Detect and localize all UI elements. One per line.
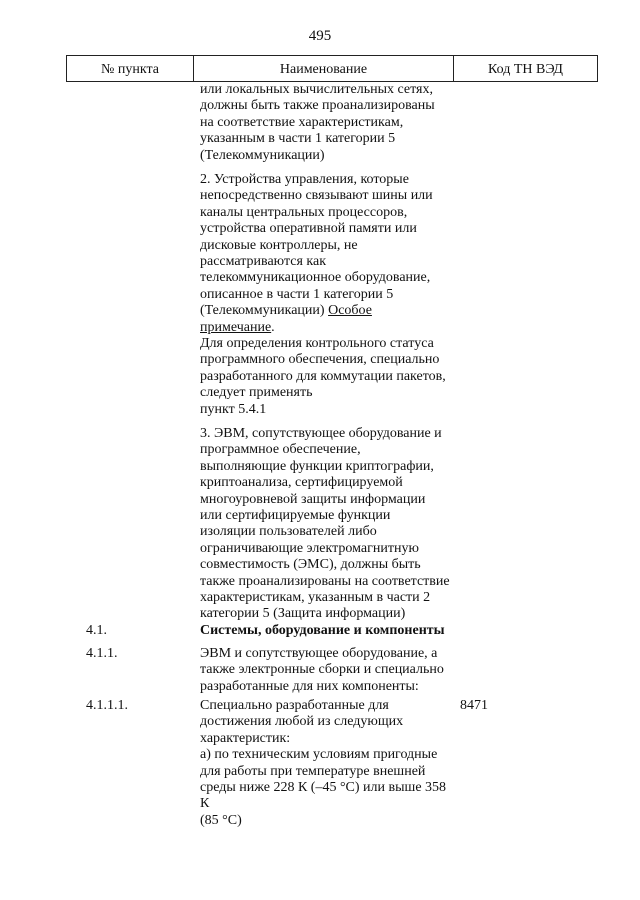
- text-line: совместимость (ЭМС), должны быть: [200, 557, 421, 573]
- note-2: [200, 172, 458, 418]
- text-line: Для определения контрольного статуса: [200, 336, 434, 352]
- text-line: дисковые контроллеры, не: [200, 237, 358, 253]
- text-line: криптоанализа, сертифицируемой: [200, 475, 403, 491]
- text-line: рассматриваются как: [200, 254, 326, 270]
- text-line: или сертифицируемые функции: [200, 508, 391, 524]
- text-line: разработанные для них компоненты:: [200, 678, 419, 694]
- text-fragment: (Телекоммуникации): [200, 303, 329, 319]
- section-title-4-1: Системы, оборудование и компоненты: [200, 623, 445, 638]
- text-line: выполняющие функции криптографии,: [200, 458, 434, 474]
- column-header-code: Код ТН ВЭД: [488, 62, 563, 77]
- column-header-number: № пункта: [101, 62, 159, 77]
- text-line: ограничивающие электромагнитную: [200, 540, 419, 556]
- item-number-4-1-1: 4.1.1.: [86, 646, 118, 661]
- column-header-name: Наименование: [279, 62, 368, 77]
- text-line: также проанализированы на соответствие: [200, 573, 450, 589]
- item-number-4-1: 4.1.: [86, 623, 107, 638]
- text-line: (Телекоммуникации): [200, 147, 325, 163]
- text-line: достижения любой из следующих: [200, 714, 404, 730]
- text-line: должны быть также проанализированы: [200, 98, 435, 114]
- text-line: [200, 303, 458, 319]
- text-line: описанное в части 1 категории 5: [200, 286, 394, 302]
- text-line: а) по техническим условиям пригодные: [200, 747, 438, 763]
- text-line: характеристикам, указанным в части 2: [200, 590, 431, 606]
- text-line: (85 °С): [200, 812, 242, 828]
- text-line: [200, 320, 458, 336]
- text-line: каналы центральных процессоров,: [200, 204, 408, 220]
- item-text-4-1-1: [200, 646, 458, 695]
- text-fragment: .: [271, 319, 275, 335]
- text-line: разработанного для коммутации пакетов,: [200, 368, 446, 384]
- text-line: или локальных вычислительных сетях,: [200, 82, 433, 97]
- text-line: программное обеспечение,: [200, 442, 361, 458]
- note-continuation: [200, 82, 458, 164]
- text-line: многоуровневой защиты информации: [200, 491, 426, 507]
- text-line: Специально разработанные для: [200, 698, 389, 713]
- text-line: среды ниже 228 К (–45 °С) или выше 358: [200, 780, 447, 796]
- text-line: телекоммуникационное оборудование,: [200, 270, 431, 286]
- text-line: устройства оперативной памяти или: [200, 221, 417, 237]
- page-number: 495: [308, 28, 332, 44]
- special-note-link[interactable]: Особое: [328, 303, 372, 319]
- tn-ved-code: 8471: [460, 698, 488, 713]
- note-3: [200, 426, 458, 623]
- text-line: для работы при температуре внешней: [200, 763, 426, 779]
- text-line: пункт 5.4.1: [200, 401, 267, 417]
- text-line: также электронные сборки и специально: [200, 662, 444, 678]
- text-line: категории 5 (Защита информации): [200, 606, 406, 622]
- header-top-border: [66, 55, 598, 56]
- special-note-link-continued[interactable]: примечание: [200, 319, 272, 335]
- header-right-border: [597, 55, 598, 82]
- text-line: характеристик:: [200, 730, 291, 746]
- item-text-4-1-1-1: [200, 698, 458, 829]
- text-line: следует применять: [200, 385, 313, 401]
- item-number-4-1-1-1: 4.1.1.1.: [86, 698, 128, 713]
- text-line: изоляции пользователей либо: [200, 524, 377, 540]
- text-line: указанным в части 1 категории 5: [200, 131, 396, 147]
- text-line: программного обеспечения, специально: [200, 352, 440, 368]
- text-line: 2. Устройства управления, которые: [200, 172, 409, 187]
- text-line: 3. ЭВМ, сопутствующее оборудование и: [200, 426, 442, 441]
- text-line: ЭВМ и сопутствующее оборудование, а: [200, 646, 438, 661]
- text-line: непосредственно связывают шины или: [200, 188, 433, 204]
- text-line: К: [200, 796, 210, 812]
- text-line: на соответствие характеристикам,: [200, 114, 404, 130]
